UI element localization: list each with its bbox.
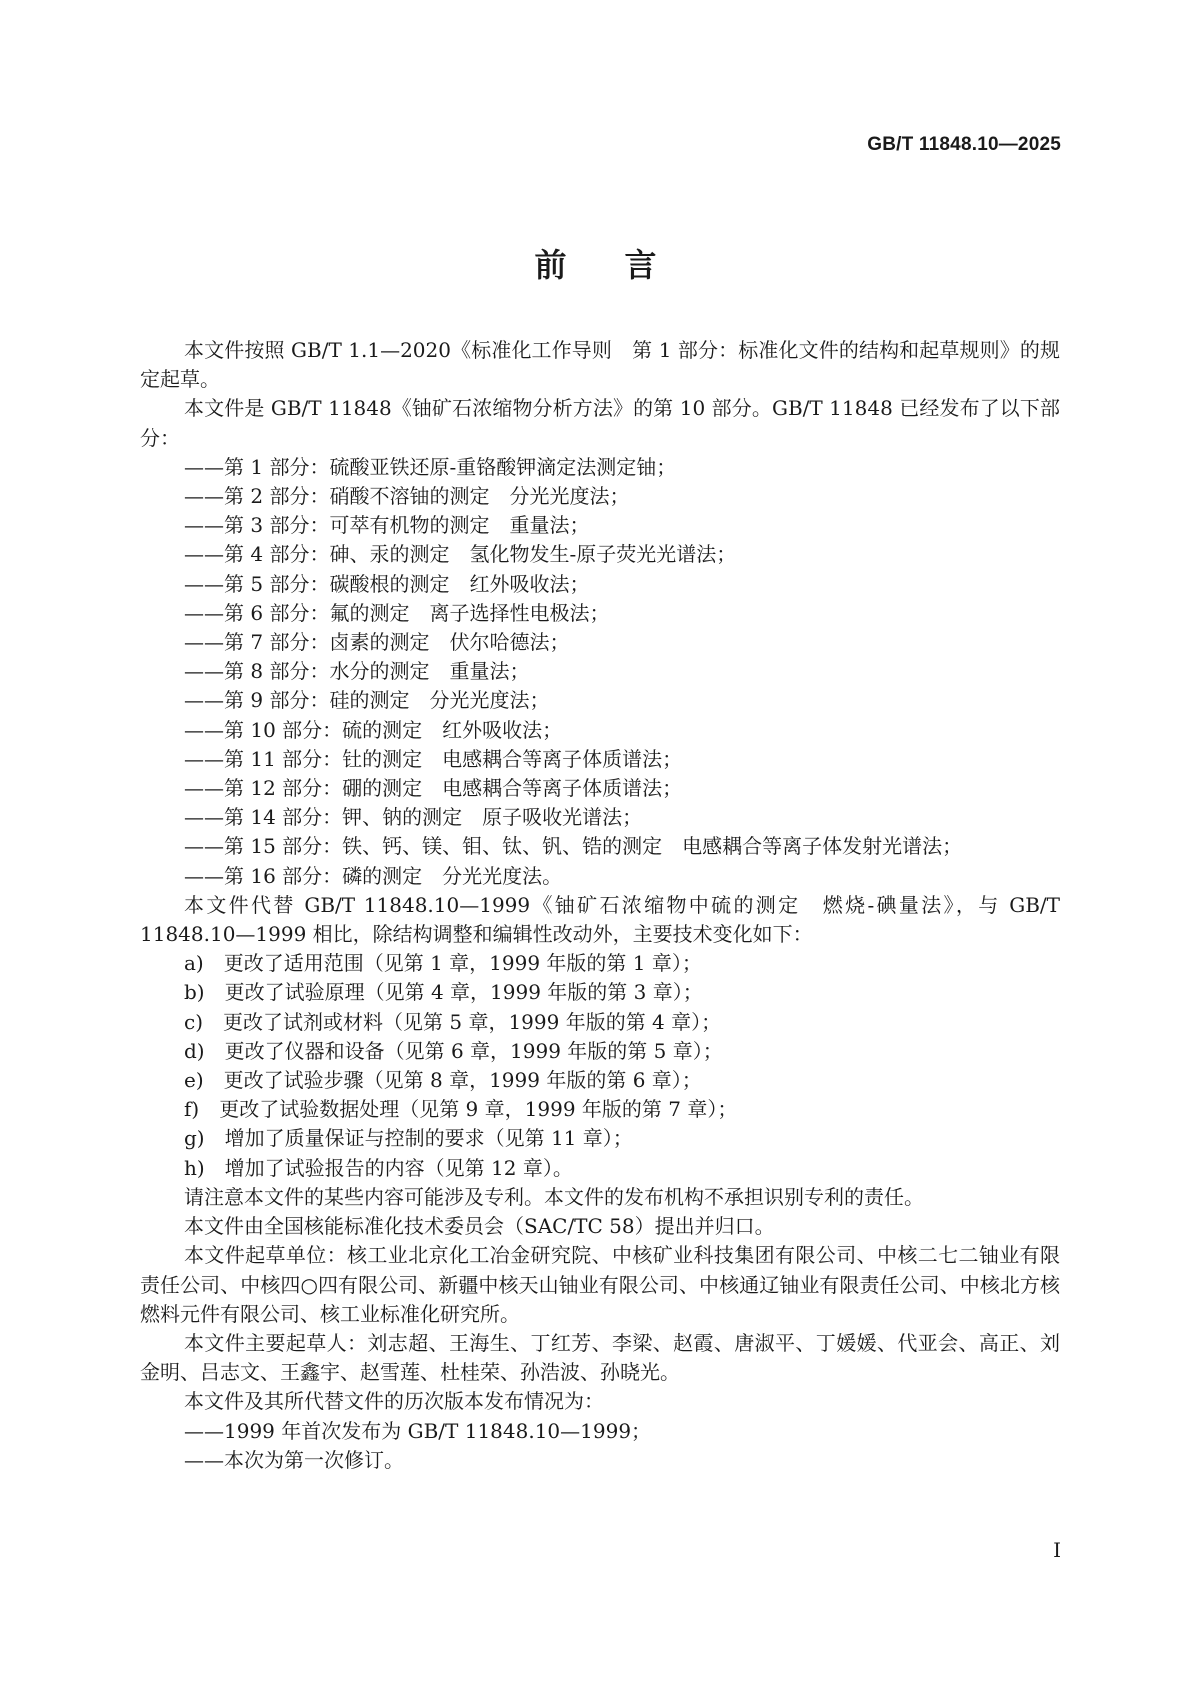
list-item: ——第 4 部分：砷、汞的测定 氢化物发生-原子荧光光谱法； [184, 542, 737, 567]
paragraph-series-intro: 本文件是 GB/T 11848《铀矿石浓缩物分析方法》的第 10 部分。GB/T 11848 已经发布了以下部分： [140, 396, 1060, 450]
list-item: ——第 5 部分：碳酸根的测定 红外吸收法； [184, 571, 590, 596]
paragraph-drafters: 本文件主要起草人：刘志超、王海生、丁红芳、李梁、赵霞、唐淑平、丁媛媛、代亚会、高正、刘金明、吕志文、王鑫宇、赵雪莲、杜桂荣、孙浩波、孙晓光。 [140, 1330, 1060, 1385]
change-item: b) 更改了试验原理（见第 4 章，1999 年版的第 3 章）； [184, 980, 703, 1005]
history-item: ——1999 年首次发布为 GB/T 11848.10—1999； [184, 1418, 652, 1443]
document-code: GB/T 11848.10—2025 [867, 134, 1061, 155]
paragraph-drafting-rules: 本文件按照 GB/T 1.1—2020《标准化工作导则 第 1 部分：标准化文件的结构和起草规则》的规定起草。 [140, 338, 1060, 392]
list-item: ——第 2 部分：硝酸不溶铀的测定 分光光度法； [184, 484, 630, 509]
list-item: ——第 12 部分：硼的测定 电感耦合等离子体质谱法； [184, 776, 683, 801]
change-item: a) 更改了适用范围（见第 1 章，1999 年版的第 1 章）； [184, 951, 702, 976]
change-item: e) 更改了试验步骤（见第 8 章，1999 年版的第 6 章）； [184, 1068, 702, 1093]
change-item: f) 更改了试验数据处理（见第 9 章，1999 年版的第 7 章）； [184, 1097, 738, 1122]
list-item: ——第 7 部分：卤素的测定 伏尔哈德法； [184, 630, 570, 655]
preface-body [140, 336, 1060, 1475]
paragraph-replacement: 本文件代替 GB/T 11848.10—1999《铀矿石浓缩物中硫的测定 燃烧-碘量法》，与 GB/T 11848.10—1999 相比，除结构调整和编辑性改动外，主要技术变化如下： [140, 892, 1060, 947]
list-item: ——第 11 部分：钍的测定 电感耦合等离子体质谱法； [184, 746, 683, 771]
list-item: ——第 6 部分：氟的测定 离子选择性电极法； [184, 600, 610, 625]
title-char-1: 前 [534, 246, 567, 284]
list-item: ——第 9 部分：硅的测定 分光光度法； [184, 688, 550, 713]
list-item: ——第 3 部分：可萃有机物的测定 重量法； [184, 513, 590, 538]
paragraph-patent-notice: 请注意本文件的某些内容可能涉及专利。本文件的发布机构不承担识别专利的责任。 [184, 1184, 924, 1209]
list-item: ——第 14 部分：钾、钠的测定 原子吸收光谱法； [184, 805, 643, 830]
change-item: h) 增加了试验报告的内容（见第 12 章）。 [184, 1155, 573, 1180]
list-item: ——第 16 部分：磷的测定 分光光度法。 [184, 863, 563, 888]
page-number: I [1053, 1538, 1061, 1562]
title-char-2: 言 [624, 246, 657, 284]
paragraph-history-intro: 本文件及其所代替文件的历次版本发布情况为： [184, 1389, 604, 1414]
page-title [0, 240, 1191, 286]
paragraph-proposer: 本文件由全国核能标准化技术委员会（SAC/TC 58）提出并归口。 [184, 1214, 775, 1239]
change-item: g) 增加了质量保证与控制的要求（见第 11 章）； [184, 1126, 633, 1151]
list-item: ——第 8 部分：水分的测定 重量法； [184, 659, 530, 684]
list-item: ——第 1 部分：硫酸亚铁还原-重铬酸钾滴定法测定铀； [184, 454, 677, 479]
paragraph-drafting-units: 本文件起草单位：核工业北京化工冶金研究院、中核矿业科技集团有限公司、中核二七二铀业有限责任公司、中核四○四有限公司、新疆中核天山铀业有限公司、中核通辽铀业有限责任公司、中核北方核燃料元件有限公司、核工业标准化研究所。 [140, 1243, 1060, 1326]
change-item: d) 更改了仪器和设备（见第 6 章，1999 年版的第 5 章）； [184, 1038, 723, 1063]
change-item: c) 更改了试剂或材料（见第 5 章，1999 年版的第 4 章）； [184, 1009, 722, 1034]
list-item: ——第 15 部分：铁、钙、镁、钼、钛、钒、锆的测定 电感耦合等离子体发射光谱法； [184, 834, 963, 859]
list-item: ——第 10 部分：硫的测定 红外吸收法； [184, 717, 563, 742]
history-item: ——本次为第一次修订。 [184, 1447, 404, 1472]
